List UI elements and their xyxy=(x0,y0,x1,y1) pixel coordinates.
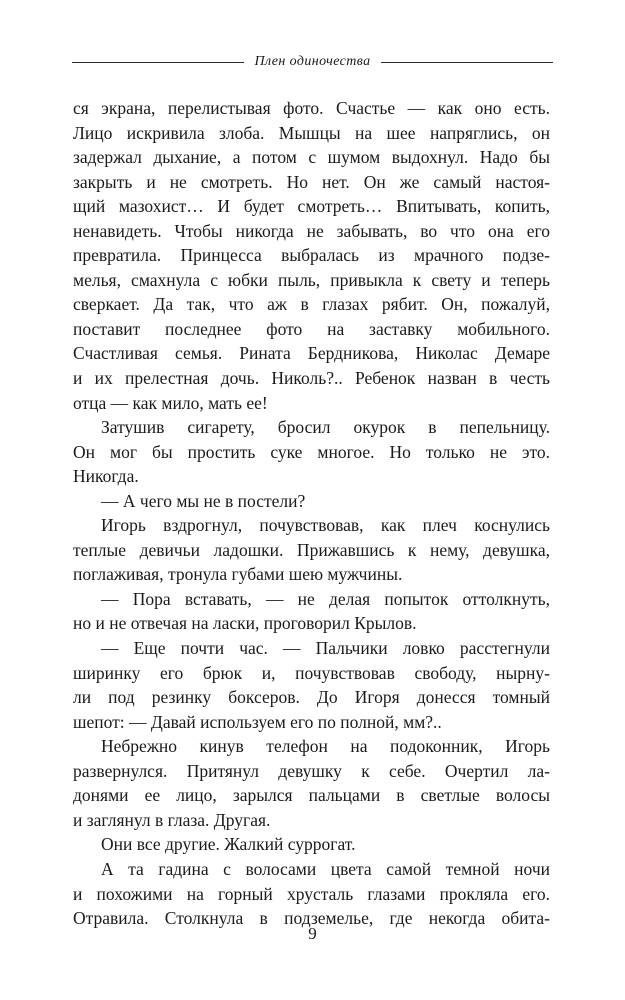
text-line: Лицо искривила злоба. Мышцы на шее напряглись, он xyxy=(73,122,550,143)
text-line: А та гадина с волосами цвета самой темной ночи xyxy=(101,858,550,879)
text-line: шепот: — Давай используем его по полной, мм?.. xyxy=(73,711,442,732)
text-line: превратила. Принцесса выбралась из мрачного подзе- xyxy=(73,245,550,266)
text-line: Счастливая семья. Рината Бердникова, Николас Демаре xyxy=(73,343,550,364)
text-line: — А чего мы не в постели? xyxy=(101,490,306,511)
text-line: ширинку его брюк и, почувствовав свободу, нырну- xyxy=(73,662,550,683)
text-line: и их прелестная дочь. Николь?.. Ребенок назван в честь xyxy=(73,368,550,389)
text-line: и заглянул в глаза. Другая. xyxy=(73,809,271,830)
text-line: ся экрана, перелистывая фото. Счастье — как оно есть. xyxy=(73,98,550,118)
text-line: Небрежно кинув телефон на подоконник, Игорь xyxy=(101,736,550,757)
text-line: ли под резинку боксеров. До Игоря донесся томный xyxy=(73,687,550,708)
text-line: Отравила. Столкнула в подземелье, где некогда обита- xyxy=(73,908,550,929)
text-line: поглаживая, тронула губами шею мужчины. xyxy=(73,564,403,585)
text-line: Никогда. xyxy=(73,466,139,487)
text-line: ненавидеть. Чтобы никогда не забывать, во что она его xyxy=(73,220,550,241)
text-line: теплые девичьи ладошки. Прижавшись к нему, девушка, xyxy=(73,539,550,560)
text-line: закрыть и не смотреть. Но нет. Он же самый настоя- xyxy=(73,171,550,192)
text-line: мелья, смахнула с юбки пыль, привыкла к свету и теперь xyxy=(73,269,550,290)
text-line: Игорь вздрогнул, почувствовав, как плеч коснулись xyxy=(101,515,550,536)
header-rule-left xyxy=(72,62,244,63)
text-line: сверкает. Да так, что аж в глазах рябит. Он, пожалуй, xyxy=(73,294,550,315)
text-line: щий мазохист… И будет смотреть… Впитывать, копить, xyxy=(73,196,550,217)
text-line: Они все другие. Жалкий суррогат. xyxy=(101,834,356,855)
text-line: но и не отвечая на ласки, проговорил Крылов. xyxy=(73,613,417,634)
text-line: отца — как мило, мать ее! xyxy=(73,392,268,413)
text-line: Он мог бы простить суке многое. Но только не это. xyxy=(73,441,550,462)
text-line: и похожими на горный хрусталь глазами прокляла его. xyxy=(73,883,550,904)
text-line: поставит последнее фото на заставку мобильного. xyxy=(73,318,550,339)
header-rule-right xyxy=(381,62,553,63)
text-line: задержал дыхание, а потом с шумом выдохнул. Надо бы xyxy=(73,147,550,168)
body-text xyxy=(73,96,550,931)
text-line: Затушив сигарету, бросил окурок в пепельницу. xyxy=(101,417,550,438)
running-header-title: Плен одиночества xyxy=(254,54,371,69)
page-number: 9 xyxy=(308,924,317,943)
text-line: — Пора вставать, — не делая попыток оттолкнуть, xyxy=(101,588,550,609)
running-header xyxy=(72,52,553,72)
text-line: — Еще почти час. — Пальчики ловко расстегнули xyxy=(101,638,550,659)
text-line: донями ее лицо, зарылся пальцами в светлые волосы xyxy=(73,785,550,806)
text-line: развернулся. Притянул девушку к себе. Очертил ла- xyxy=(73,760,550,781)
